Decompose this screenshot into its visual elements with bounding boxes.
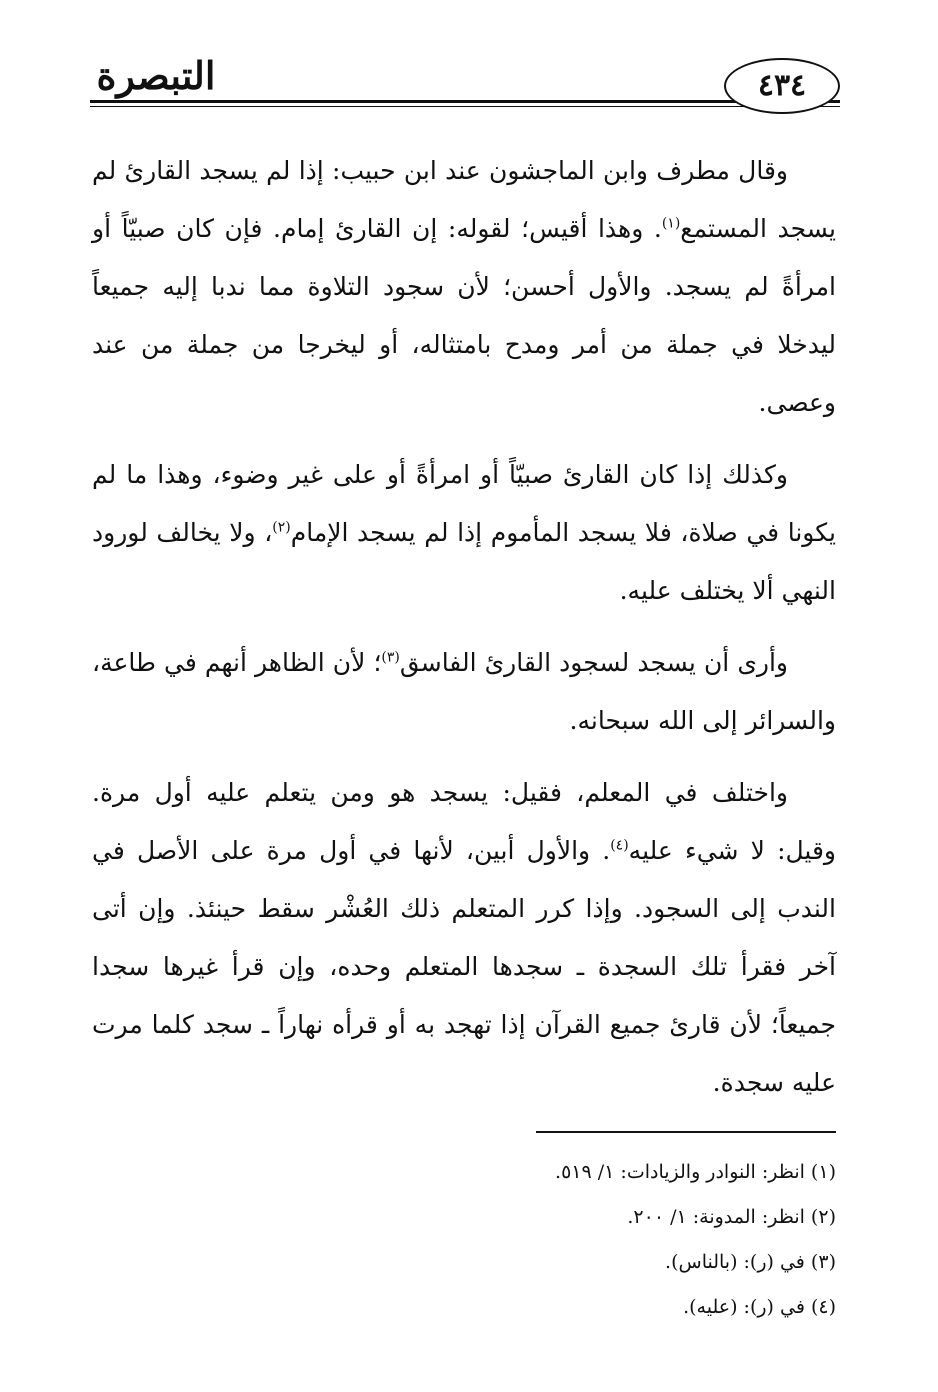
- paragraph-text: وأرى أن يسجد لسجود القارئ الفاسق: [399, 648, 788, 677]
- footnote-ref-3[interactable]: (٣): [381, 649, 400, 666]
- footnote-ref-4[interactable]: (٤): [610, 837, 629, 854]
- header-rule: [90, 100, 840, 103]
- footnote-ref-1[interactable]: (١): [661, 215, 681, 232]
- page-number: ٤٣٤: [724, 58, 840, 114]
- paragraph-1: [92, 142, 836, 432]
- paragraph-text: وكذلك إذا كان القارئ صبيّاً أو امرأةً أو على غير وضوء، وهذا ما لم يكونا في صلاة، فلا يسجد المأموم إذا لم يسجد الإمام: [92, 460, 836, 547]
- footnote-2: (٢) انظر: المدونة: ١/ ٢٠٠.: [627, 1206, 836, 1228]
- paragraph-4: [92, 764, 836, 1112]
- paragraph-3: [92, 634, 836, 750]
- paragraph-text: . وهذا أقيس؛ لقوله: إن القارئ إمام. فإن كان صبيّاً أو امرأةً لم يسجد. والأول أحسن؛ لأن سجود التلاوة مما ندبا إليه جميعاً ليدخلا في جملة من أمر ومدح بامتثاله، أو ليخرجا من جملة من عند وعصى.: [92, 214, 836, 417]
- paragraph-text: واختلف في المعلم، فقيل: يسجد هو ومن يتعلم عليه أول مرة. وقيل: لا شيء عليه: [92, 778, 836, 865]
- paragraph-text: ، ولا يخالف لورود النهي ألا يختلف عليه.: [92, 518, 836, 605]
- paragraph-text: . والأول أبين، لأنها في أول مرة على الأصل في الندب إلى السجود. وإذا كرر المتعلم ذلك العُشْر سقط حينئذ. وإن أتى آخر فقرأ تلك السجدة ـ سجدها المتعلم وحده، وإن قرأ غيرها سجدا جميعاً؛ لأن قارئ جميع القرآن إذا تهجد به أو قرأه نهاراً ـ سجد كلما مرت عليه سجدة.: [92, 836, 836, 1097]
- footnote-3: (٣) في (ر): (بالناس).: [665, 1251, 836, 1273]
- paragraph-text: ؛ لأن الظاهر أنهم في طاعة، والسرائر إلى الله سبحانه.: [92, 648, 836, 735]
- footnote-separator: [536, 1131, 836, 1133]
- main-text: [92, 142, 836, 1126]
- page-header: [90, 48, 840, 128]
- header-rule-thin: [90, 106, 840, 107]
- footnote-4: (٤) في (ر): (عليه).: [683, 1296, 836, 1318]
- footnote-1: (١) انظر: النوادر والزيادات: ١/ ٥١٩.: [555, 1161, 836, 1183]
- paragraph-text: وقال مطرف وابن الماجشون عند ابن حبيب: إذا لم يسجد القارئ لم يسجد المستمع: [92, 156, 836, 243]
- book-title: التبصرة: [90, 52, 222, 100]
- footnote-ref-2[interactable]: (٢): [272, 519, 291, 536]
- paragraph-2: [92, 446, 836, 620]
- footnotes: [216, 1150, 836, 1330]
